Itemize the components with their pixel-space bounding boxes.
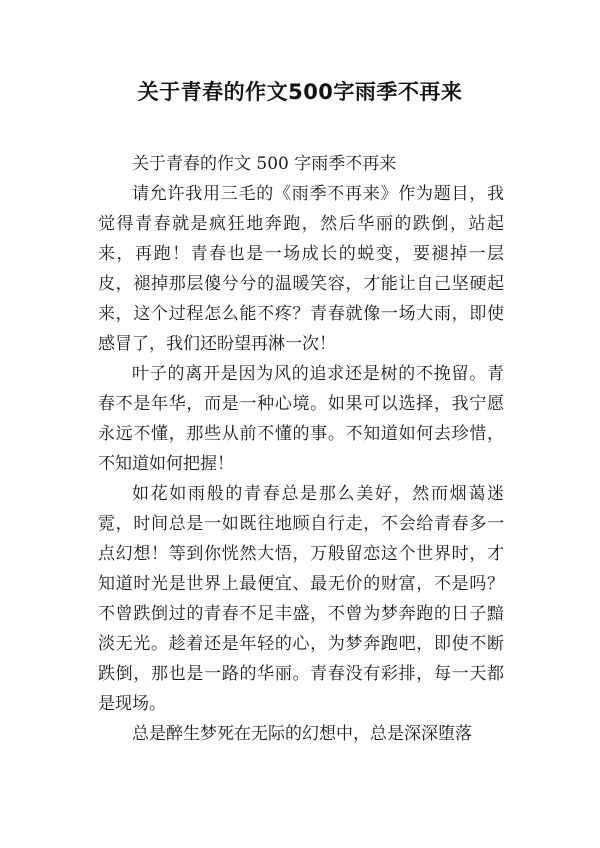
paragraph-3: 如花如雨般的青春总是那么美好，然而烟蔼迷霓，时间总是一如既往地顾自行走，不会给青春多一点幻想！等到你恍然大悟，万般留恋这个世界时，才知道时光是世界上最便宜、最无价的财富，不是吗？不曾跌倒过的青春不足丰盛，不曾为梦奔跑的日子黯淡无光。趁着还是年轻的心，为梦奔跑吧，即使不断跌倒，那也是一路的华丽。青春没有彩排，每一天都是现场。 bbox=[98, 484, 504, 714]
document-title: 关于青春的作文500字雨季不再来 bbox=[137, 80, 463, 104]
paragraph-4: 总是醉生梦死在无际的幻想中，总是深深堕落 bbox=[132, 724, 472, 744]
document-body bbox=[98, 149, 504, 749]
paragraph-1: 请允许我用三毛的《雨季不再来》作为题目，我觉得青春就是疯狂地奔跑，然后华丽的跌倒，站起来，再跑！青春也是一场成长的蜕变，要褪掉一层皮，褪掉那层傻兮兮的温暖笑容，才能让自己坚硬起来，这个过程怎么能不疼？青春就像一场大雨，即使感冒了，我们还盼望再淋一次！ bbox=[98, 184, 504, 354]
paragraph-subtitle: 关于青春的作文 500 字雨季不再来 bbox=[132, 154, 397, 174]
paragraph-2: 叶子的离开是因为风的追求还是树的不挽留。青春不是年华，而是一种心境。如果可以选择，我宁愿永远不懂，那些从前不懂的事。不知道如何去珍惜，不知道如何把握！ bbox=[98, 364, 504, 474]
